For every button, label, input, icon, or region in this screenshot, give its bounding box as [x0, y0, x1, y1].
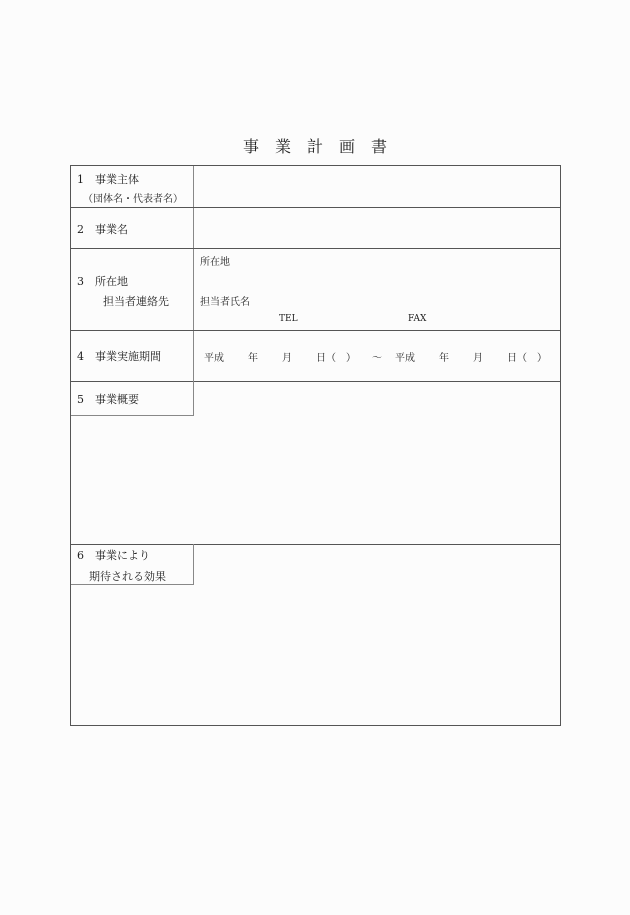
row-title: 事業実施期間 [95, 350, 161, 363]
row-title: 所在地 [95, 275, 128, 288]
row-title-line2: 担当者連絡先 [103, 295, 169, 308]
row-number: 1 [77, 173, 84, 186]
end-day: 日（ ） [507, 353, 547, 364]
row-label [77, 391, 139, 407]
row-divider [71, 330, 560, 331]
row-label [77, 171, 139, 187]
start-year: 年 [248, 353, 258, 364]
end-month: 月 [473, 353, 483, 364]
row-number: 3 [77, 275, 84, 288]
title-char: 画 [339, 137, 356, 156]
period-separator: ～ [372, 353, 382, 364]
row-sublabel: （団体名・代表者名） [83, 194, 183, 205]
document-title [0, 134, 630, 157]
row-title-line2: 期待される効果 [89, 570, 166, 583]
row-label [77, 273, 128, 289]
row-number: 5 [77, 393, 84, 406]
row-number: 6 [77, 549, 84, 562]
project-name-input-area[interactable] [195, 208, 560, 247]
row-label [77, 547, 150, 563]
address-label: 所在地 [200, 257, 230, 268]
effects-input-area[interactable] [71, 587, 560, 725]
row-title: 事業により [95, 549, 150, 562]
title-char: 計 [306, 137, 323, 156]
end-year: 年 [439, 353, 449, 364]
start-month: 月 [282, 353, 292, 364]
row-number: 2 [77, 223, 84, 236]
start-era: 平成 [204, 353, 224, 364]
plan-table [70, 165, 561, 726]
overview-input-area[interactable] [71, 418, 560, 543]
row-number: 4 [77, 350, 84, 363]
row-title: 事業主体 [95, 173, 139, 186]
row-divider [71, 248, 560, 249]
column-divider [193, 166, 194, 381]
title-char: 事 [242, 137, 259, 156]
contact-name-label: 担当者氏名 [200, 297, 250, 308]
row-title: 事業名 [95, 223, 128, 236]
fax-label: FAX [408, 314, 427, 324]
row-title: 事業概要 [95, 393, 139, 406]
title-char: 業 [274, 137, 291, 156]
start-day: 日（ ） [316, 353, 356, 364]
row-label [77, 221, 128, 237]
entity-input-area[interactable] [195, 167, 560, 206]
end-era: 平成 [395, 353, 415, 364]
row-label [77, 348, 161, 364]
title-char: 書 [371, 137, 388, 156]
tel-label: TEL [279, 314, 298, 324]
